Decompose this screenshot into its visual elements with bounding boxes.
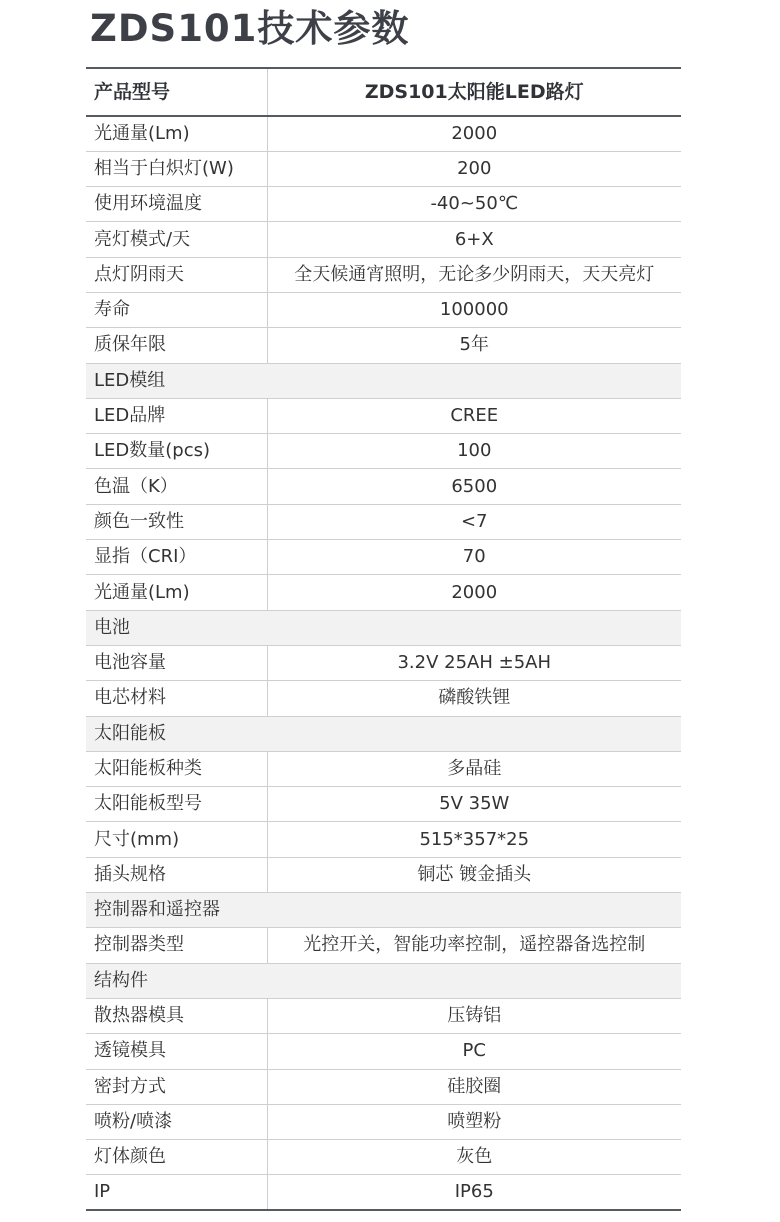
table-row	[86, 151, 681, 186]
table-row	[86, 257, 681, 292]
spec-label: LED数量(pcs)	[86, 434, 267, 469]
spec-value: 100000	[267, 292, 681, 327]
spec-label: 光通量(Lm)	[86, 575, 267, 610]
table-row	[86, 116, 681, 151]
table-row	[86, 787, 681, 822]
spec-value: 光控开关，智能功率控制，遥控器备选控制	[267, 928, 681, 963]
table-row	[86, 1069, 681, 1104]
table-row	[86, 469, 681, 504]
spec-label: 插头规格	[86, 857, 267, 892]
spec-label: 电池容量	[86, 645, 267, 680]
section-title: 电池	[86, 610, 681, 645]
spec-value: 3.2V 25AH ±5AH	[267, 645, 681, 680]
table-row	[86, 540, 681, 575]
spec-label: 使用环境温度	[86, 187, 267, 222]
table-row	[86, 681, 681, 716]
spec-value: 全天候通宵照明，无论多少阴雨天，天天亮灯	[267, 257, 681, 292]
spec-label: 光通量(Lm)	[86, 116, 267, 151]
spec-label: LED品牌	[86, 398, 267, 433]
section-row	[86, 963, 681, 998]
spec-label: 色温（K）	[86, 469, 267, 504]
spec-value: IP65	[267, 1175, 681, 1210]
table-row	[86, 504, 681, 539]
spec-value: 6+X	[267, 222, 681, 257]
table-row	[86, 822, 681, 857]
spec-value: 多晶硅	[267, 751, 681, 786]
spec-label: 亮灯模式/天	[86, 222, 267, 257]
spec-table-body	[86, 68, 681, 1210]
spec-value: 70	[267, 540, 681, 575]
header-label: 产品型号	[86, 68, 267, 116]
table-row	[86, 434, 681, 469]
section-row	[86, 610, 681, 645]
section-title: 结构件	[86, 963, 681, 998]
spec-label: 密封方式	[86, 1069, 267, 1104]
section-title: 太阳能板	[86, 716, 681, 751]
spec-value: 5V 35W	[267, 787, 681, 822]
section-row	[86, 893, 681, 928]
page-title: ZDS101技术参数	[90, 7, 410, 50]
spec-value: CREE	[267, 398, 681, 433]
table-row	[86, 292, 681, 327]
spec-value: 200	[267, 151, 681, 186]
spec-value: <7	[267, 504, 681, 539]
table-row	[86, 1034, 681, 1069]
section-title: LED模组	[86, 363, 681, 398]
spec-value: PC	[267, 1034, 681, 1069]
table-row	[86, 398, 681, 433]
spec-value: -40~50℃	[267, 187, 681, 222]
header-value: ZDS101太阳能LED路灯	[267, 68, 681, 116]
spec-label: 太阳能板型号	[86, 787, 267, 822]
spec-value: 100	[267, 434, 681, 469]
table-row	[86, 928, 681, 963]
spec-value: 磷酸铁锂	[267, 681, 681, 716]
spec-label: 灯体颜色	[86, 1140, 267, 1175]
spec-label: 寿命	[86, 292, 267, 327]
spec-label: 点灯阴雨天	[86, 257, 267, 292]
table-row	[86, 187, 681, 222]
section-title: 控制器和遥控器	[86, 893, 681, 928]
spec-label: 喷粉/喷漆	[86, 1104, 267, 1139]
spec-label: 散热器模具	[86, 998, 267, 1033]
table-row	[86, 1140, 681, 1175]
table-row	[86, 857, 681, 892]
spec-label: 控制器类型	[86, 928, 267, 963]
table-header-row	[86, 68, 681, 116]
table-row	[86, 1104, 681, 1139]
spec-label: IP	[86, 1175, 267, 1210]
table-row	[86, 222, 681, 257]
spec-label: 电芯材料	[86, 681, 267, 716]
spec-label: 相当于白炽灯(W)	[86, 151, 267, 186]
table-row	[86, 328, 681, 363]
table-row	[86, 575, 681, 610]
spec-value: 5年	[267, 328, 681, 363]
spec-value: 6500	[267, 469, 681, 504]
section-row	[86, 363, 681, 398]
spec-label: 显指（CRI）	[86, 540, 267, 575]
spec-value: 2000	[267, 575, 681, 610]
table-row	[86, 645, 681, 680]
table-row	[86, 1175, 681, 1210]
table-row	[86, 998, 681, 1033]
spec-table	[86, 67, 681, 1211]
spec-label: 透镜模具	[86, 1034, 267, 1069]
spec-value: 硅胶圈	[267, 1069, 681, 1104]
spec-label: 尺寸(mm)	[86, 822, 267, 857]
spec-value: 压铸铝	[267, 998, 681, 1033]
section-row	[86, 716, 681, 751]
spec-label: 颜色一致性	[86, 504, 267, 539]
spec-value: 喷塑粉	[267, 1104, 681, 1139]
spec-label: 太阳能板种类	[86, 751, 267, 786]
spec-label: 质保年限	[86, 328, 267, 363]
spec-value: 铜芯 镀金插头	[267, 857, 681, 892]
spec-value: 灰色	[267, 1140, 681, 1175]
spec-value: 515*357*25	[267, 822, 681, 857]
spec-value: 2000	[267, 116, 681, 151]
table-row	[86, 751, 681, 786]
